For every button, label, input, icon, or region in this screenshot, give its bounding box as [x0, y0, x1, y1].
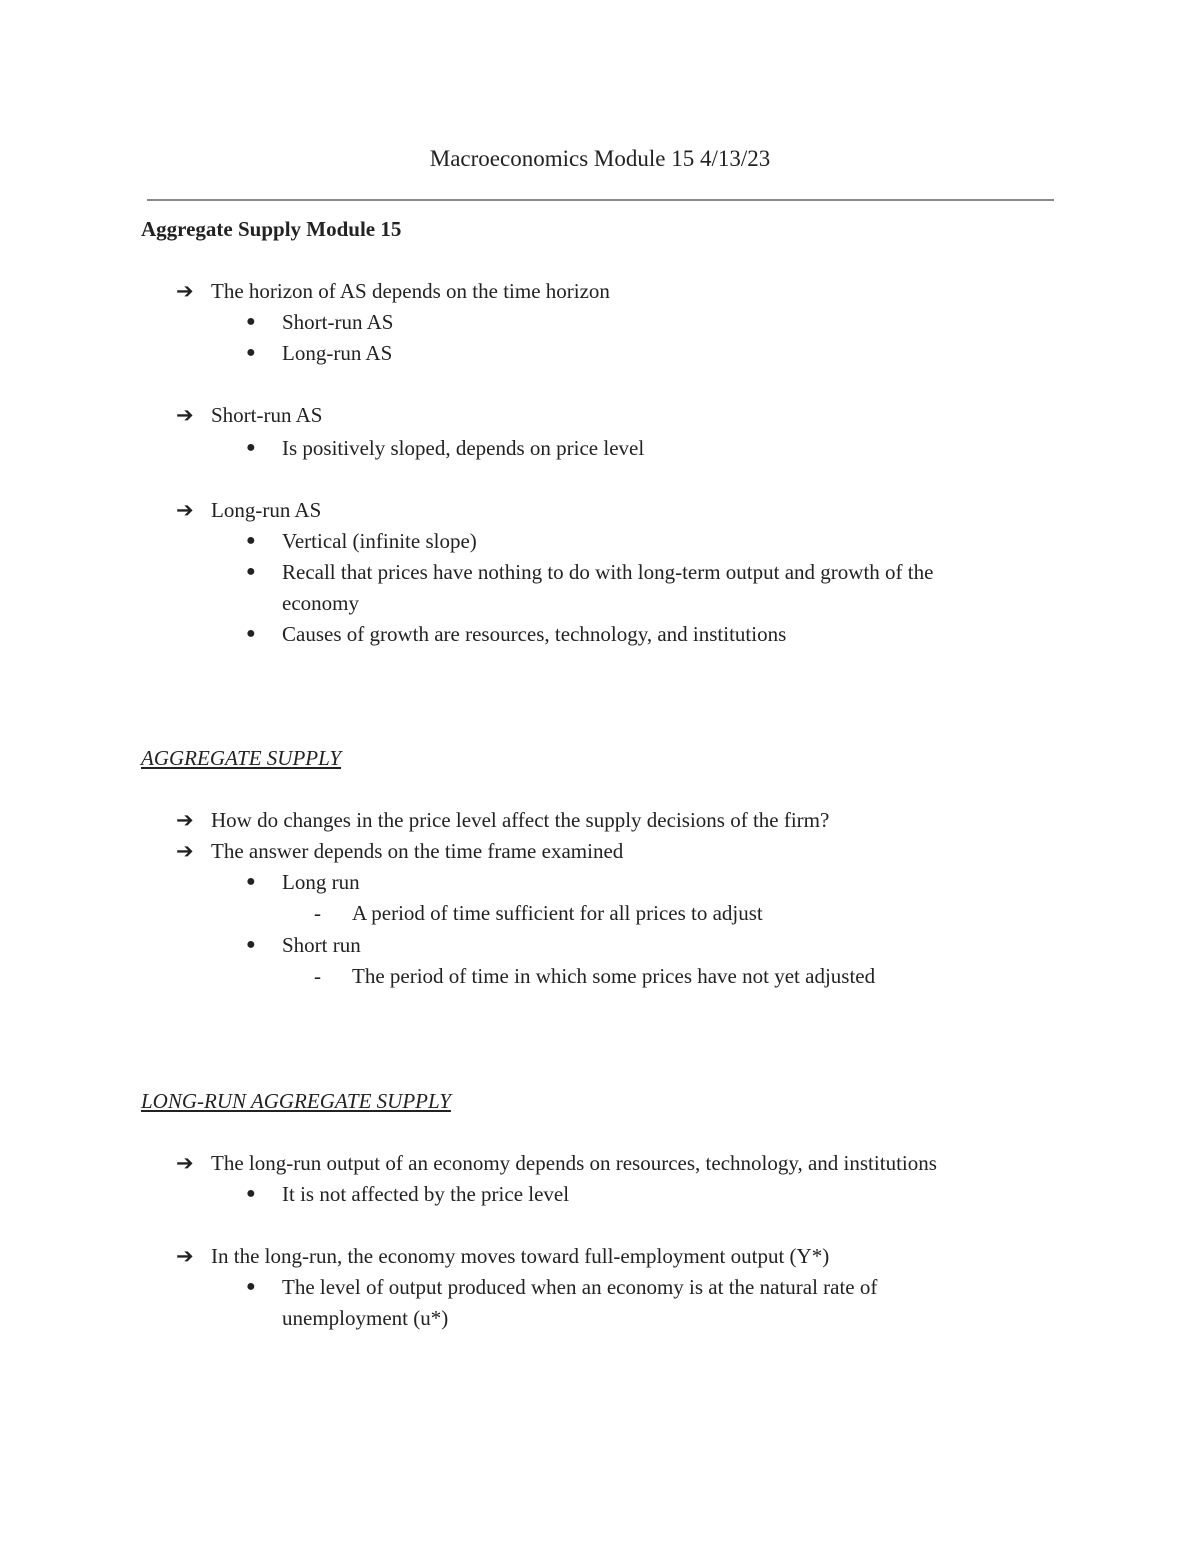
- section-heading-aggregate-supply-module: Aggregate Supply Module 15: [141, 217, 402, 241]
- bullet-icon: ●: [246, 625, 256, 642]
- list-item: [176, 401, 322, 429]
- bullet-icon: ●: [246, 1185, 256, 1202]
- list-item-text: Vertical (infinite slope): [282, 529, 477, 553]
- arrow-icon: ➔: [176, 839, 194, 863]
- dash-icon: -: [314, 964, 321, 988]
- arrow-icon: ➔: [176, 403, 194, 427]
- list-item: [314, 962, 875, 990]
- bullet-icon: ●: [246, 344, 256, 361]
- arrow-icon: ➔: [176, 498, 194, 522]
- bullet-icon: ●: [246, 873, 256, 890]
- list-item-text: The level of output produced when an economy is at the natural rate of: [282, 1275, 878, 1299]
- list-item: [176, 1242, 829, 1270]
- list-item-text: Is positively sloped, depends on price level: [282, 436, 645, 460]
- section-heading-aggregate-supply: AGGREGATE SUPPLY: [141, 746, 342, 770]
- list-item: [176, 837, 623, 865]
- list-item-text: The horizon of AS depends on the time horizon: [211, 279, 610, 303]
- bullet-icon: ●: [246, 532, 256, 549]
- arrow-icon: ➔: [176, 808, 194, 832]
- list-item: [176, 277, 610, 305]
- list-item-text: The long-run output of an economy depends on resources, technology, and institutions: [211, 1151, 937, 1175]
- list-item: [176, 806, 829, 834]
- list-item-text: Long run: [282, 870, 360, 894]
- list-item-text: Short run: [282, 933, 361, 957]
- document-title: Macroeconomics Module 15 4/13/23: [429, 146, 771, 171]
- list-item-text: Causes of growth are resources, technology, and institutions: [282, 622, 787, 646]
- section-heading-long-run-aggregate-supply: LONG-RUN AGGREGATE SUPPLY: [141, 1089, 451, 1113]
- list-item: [314, 899, 763, 927]
- list-item-text: Long-run AS: [211, 498, 322, 522]
- list-item-text: The period of time in which some prices have not yet adjusted: [352, 964, 876, 988]
- arrow-icon: ➔: [176, 279, 194, 303]
- list-item-continuation: economy: [282, 591, 359, 615]
- list-item-text: The answer depends on the time frame examined: [211, 839, 624, 863]
- arrow-icon: ➔: [176, 1151, 194, 1175]
- bullet-icon: ●: [246, 1278, 256, 1295]
- list-item: [246, 1180, 569, 1208]
- list-item-text: Short-run AS: [282, 310, 394, 334]
- list-item-continuation: unemployment (u*): [282, 1306, 449, 1330]
- list-item-text: In the long-run, the economy moves toward full-employment output (Y*): [211, 1244, 830, 1268]
- bullet-icon: ●: [246, 313, 256, 330]
- list-item: [246, 434, 644, 462]
- bullet-icon: ●: [246, 563, 256, 580]
- list-item: [246, 1273, 877, 1301]
- dash-icon: -: [314, 901, 321, 925]
- list-item-text: It is not affected by the price level: [282, 1182, 570, 1206]
- title-divider: [147, 199, 1054, 201]
- list-item: [246, 339, 392, 367]
- arrow-icon: ➔: [176, 1244, 194, 1268]
- list-item: [246, 620, 786, 648]
- bullet-icon: ●: [246, 936, 256, 953]
- list-item: [246, 527, 477, 555]
- list-item: [176, 1149, 937, 1177]
- list-item: [246, 308, 393, 336]
- list-item: [246, 931, 361, 959]
- list-item-text: How do changes in the price level affect the supply decisions of the firm?: [211, 808, 830, 832]
- list-item-text: Long-run AS: [282, 341, 393, 365]
- list-item: [246, 868, 360, 896]
- bullet-icon: ●: [246, 439, 256, 456]
- list-item: [176, 496, 321, 524]
- list-item-text: Short-run AS: [211, 403, 323, 427]
- list-item-text: Recall that prices have nothing to do with long-term output and growth of the: [282, 560, 934, 584]
- list-item-text: A period of time sufficient for all prices to adjust: [352, 901, 763, 925]
- list-item: [246, 558, 933, 586]
